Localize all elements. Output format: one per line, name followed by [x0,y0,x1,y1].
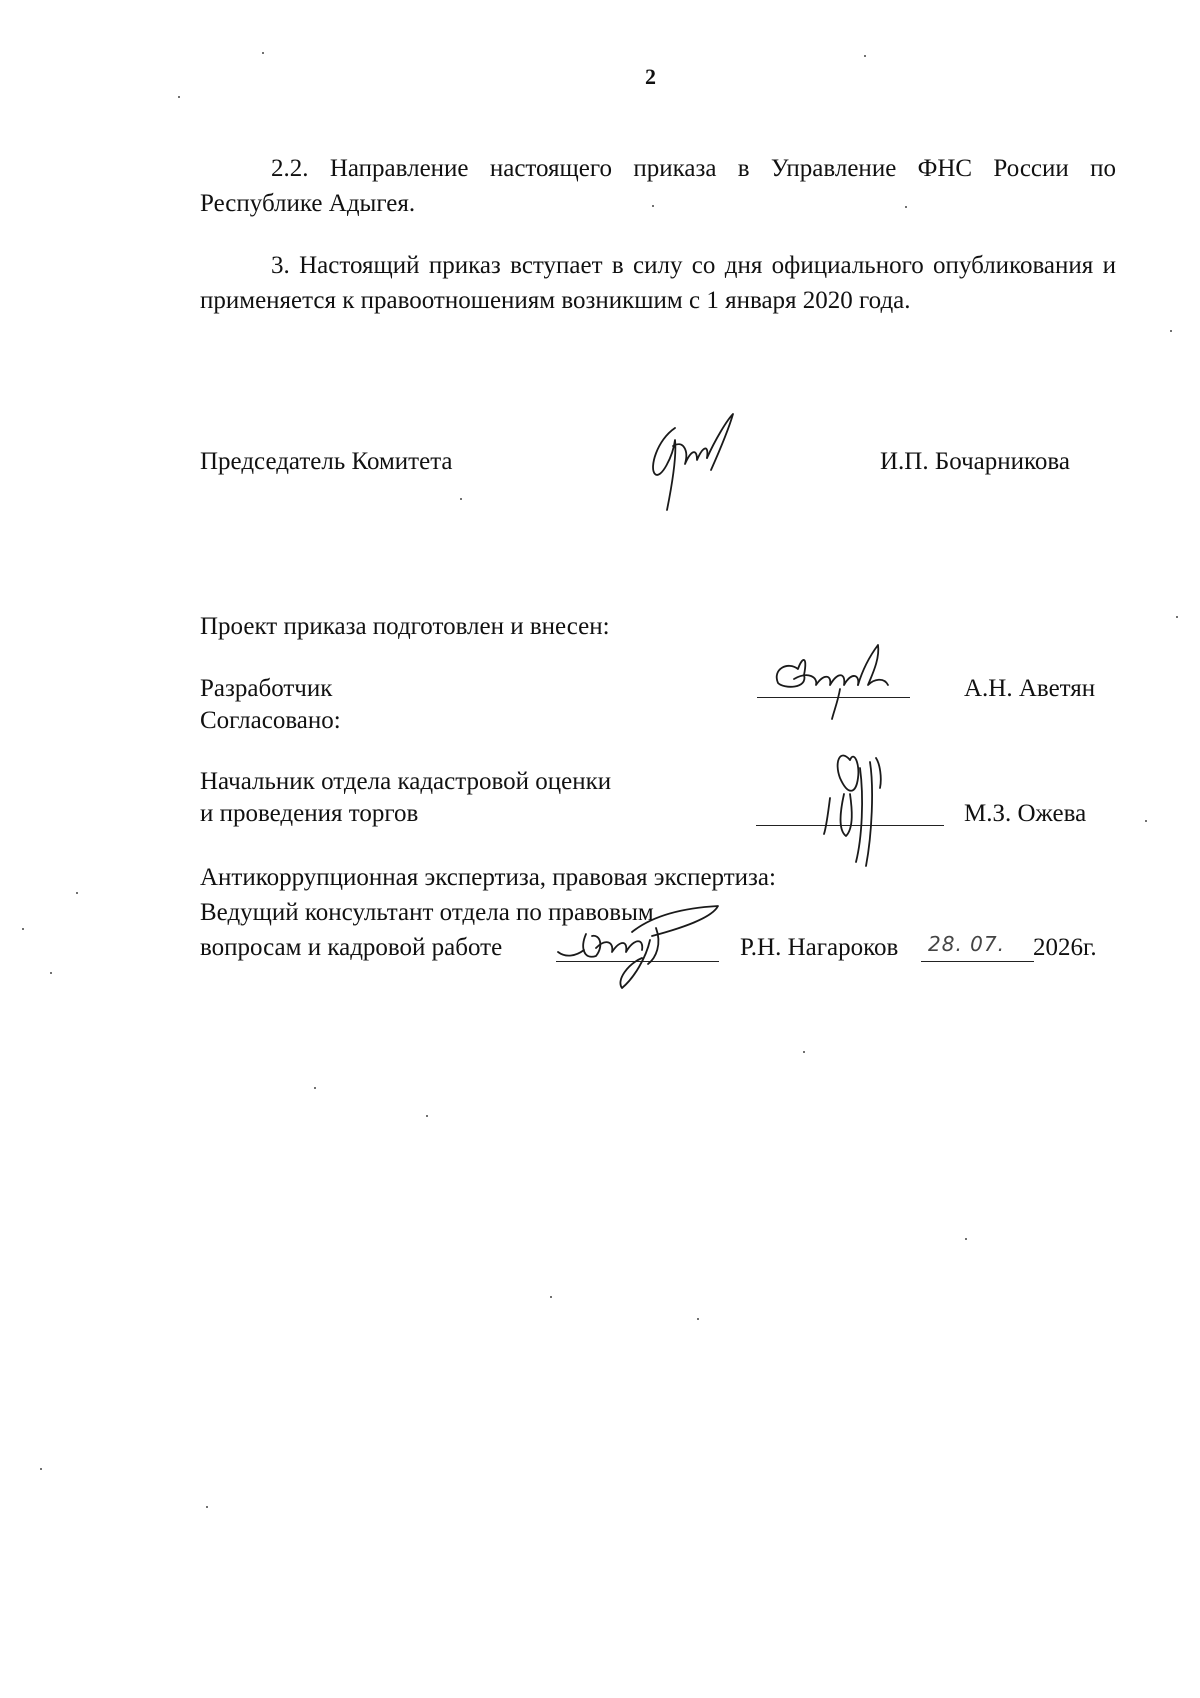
scan-speck [1145,820,1147,822]
scan-speck [460,498,462,500]
project-heading: Проект приказа подготовлен и внесен: [200,613,610,640]
department-head-name: М.З. Ожева [964,800,1087,827]
developer-label: Разработчик [200,675,333,702]
scan-speck [22,928,24,930]
expertise-label: Антикоррупционная экспертиза, правовая экспертиза: [200,864,776,891]
paragraph-3: 3. Настоящий приказ вступает в силу со дня официального опубликования и применяется к правоотношениям возникшим с 1 января 2020 года. [200,252,1116,314]
scan-speck [314,1087,316,1089]
department-head-signature [810,738,910,878]
scan-speck [652,205,654,207]
department-head-title-line1: Начальник отдела кадастровой оценки [200,768,612,795]
scan-speck [76,892,78,894]
scan-speck [1176,616,1178,618]
agreed-label: Согласовано: [200,707,341,734]
scan-speck [965,1238,967,1240]
consultant-name: Р.Н. Нагароков [740,934,899,961]
page-number: 2 [645,64,656,89]
scan-speck [178,96,180,98]
scan-speck [803,1051,805,1053]
scan-speck [905,206,907,208]
consultant-signature [552,888,742,993]
date-line [921,961,1034,962]
scan-speck [550,1296,552,1298]
scan-speck [426,1115,428,1117]
chairman-signature [645,410,745,515]
scan-speck [864,55,866,57]
developer-signature [768,635,918,725]
handwritten-date: 28. 07. [928,932,1005,956]
scan-speck [206,1506,208,1508]
consultant-title-line2: вопросам и кадровой работе [200,934,503,961]
scan-speck [262,52,264,54]
paragraph-2-2: 2.2. Направление настоящего приказа в Управление ФНС России по Республике Адыгея. [200,155,1116,217]
scan-speck [1170,330,1172,332]
chairman-title: Председатель Комитета [200,448,453,475]
consultant-title-line1: Ведущий консультант отдела по правовым [200,899,654,926]
scan-speck [40,1468,42,1470]
scan-speck [50,972,52,974]
date-year: 2026г. [1033,934,1097,961]
developer-name: А.Н. Аветян [964,675,1096,702]
scan-speck [697,1318,699,1320]
chairman-name: И.П. Бочарникова [880,448,1070,475]
department-head-title-line2: и проведения торгов [200,800,419,827]
